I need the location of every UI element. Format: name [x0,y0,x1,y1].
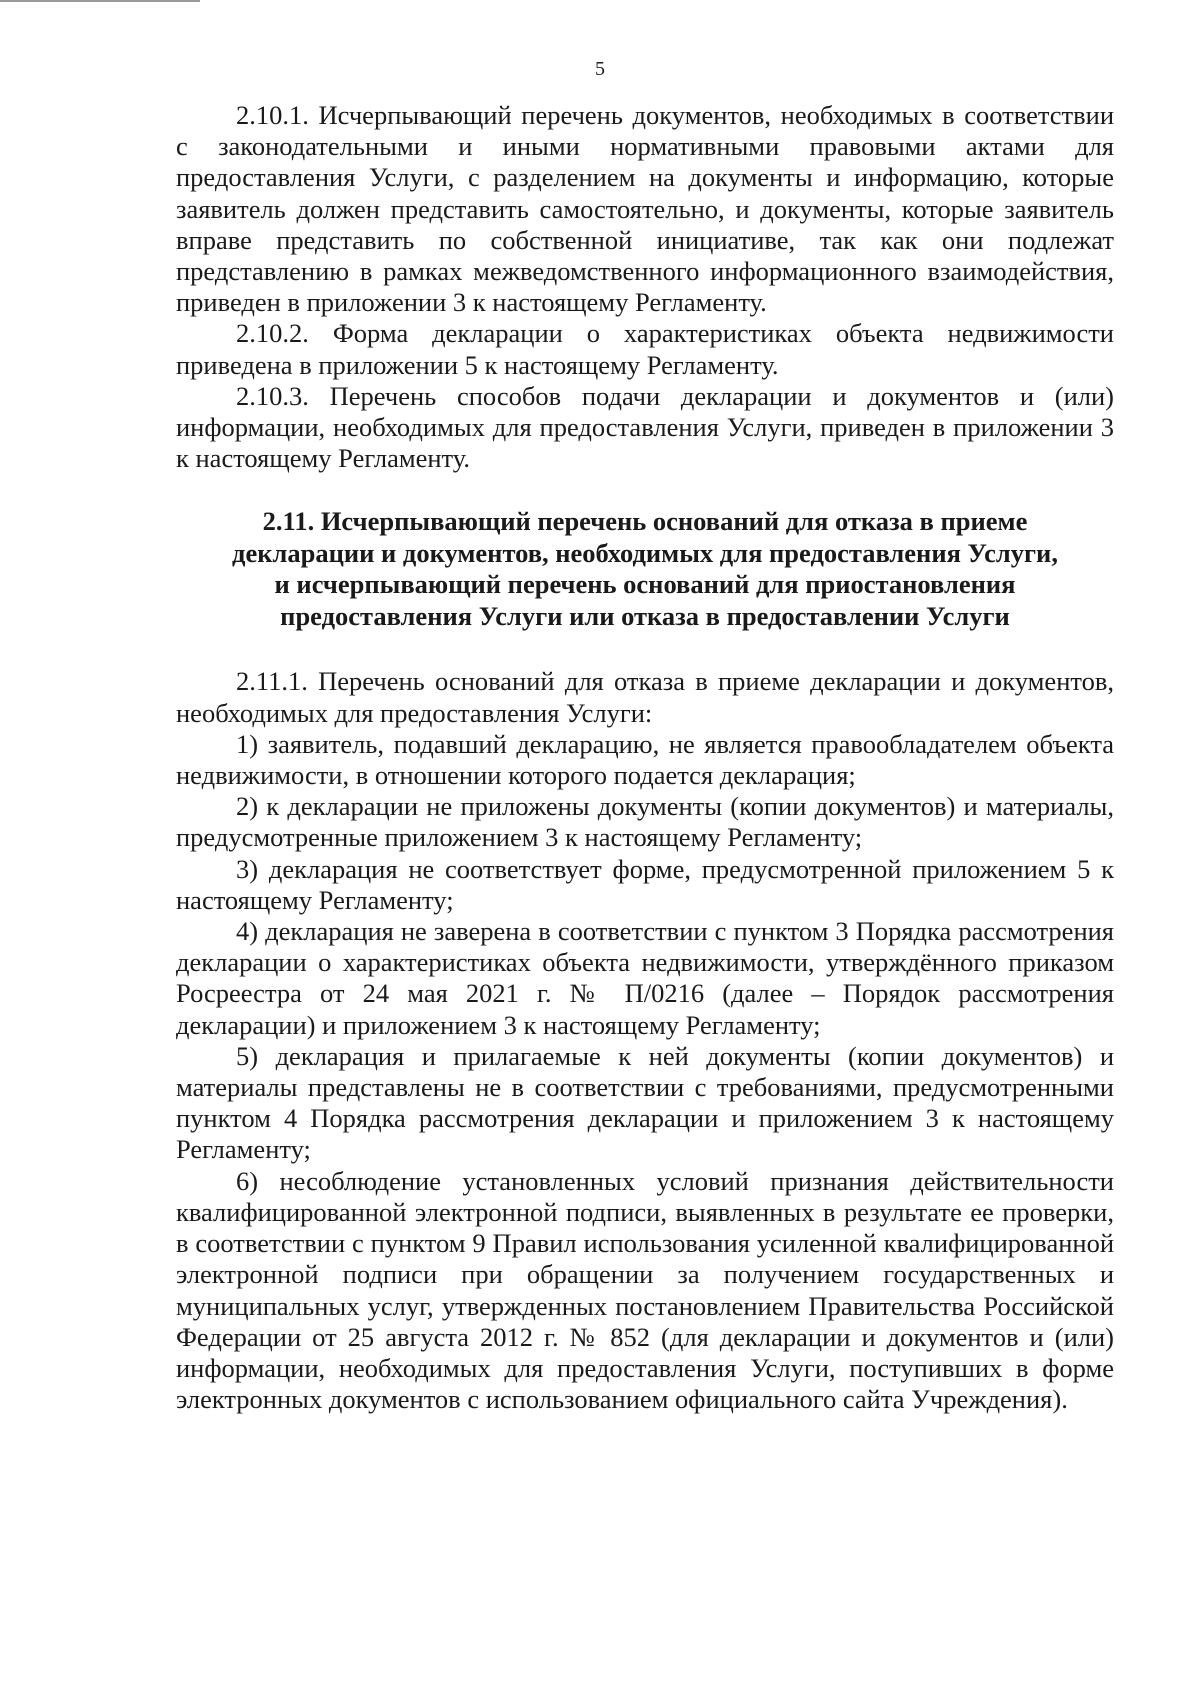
scan-edge-line [0,0,200,2]
page-number: 5 [595,58,605,80]
paragraph-2-10-2: 2.10.2. Форма декларации о характеристиках объекта недвижимости приведена в приложении 5 к настоящему Регламенту. [176,318,1114,380]
list-item-3: 3) декларация не соответствует форме, предусмотренной приложением 5 к настоящему Регламенту; [176,853,1114,915]
section-title-line: декларации и документов, необходимых для предоставления Услуги, [232,537,1058,568]
list-item-1: 1) заявитель, подавший декларацию, не является правообладателем объекта недвижимости, в отношении которого подается декларация; [176,728,1114,791]
paragraph-2-10-3: 2.10.3. Перечень способов подачи декларации и документов и (или) информации, необходимых для предоставления Услуги, приведен в приложении 3 к настоящему Регламенту. [176,380,1114,474]
list-item-4: 4) декларация не заверена в соответствии с пунктом 3 Порядка рассмотрения декларации о характеристиках объекта недвижимости, утверждённого приказом Росреестра от 24 мая 2021 г. № П/0216 (далее – Порядок рассмотрения декларации) и приложением 3 к настоящему Регламенту; [176,916,1114,1040]
paragraph-2-11-1: 2.11.1. Перечень оснований для отказа в приеме декларации и документов, необходимых для предоставления Услуги: [176,666,1114,728]
document-body [176,100,1114,1415]
section-title-line: 2.11. Исчерпывающий перечень оснований для отказа в приеме [262,506,1028,537]
list-item-2: 2) к декларации не приложены документы (копии документов) и материалы, предусмотренные приложением 3 к настоящему Регламенту; [176,791,1114,853]
list-item-6: 6) несоблюдение установленных условий признания действительности квалифицированной электронной подписи, выявленных в результате ее проверки, в соответствии с пунктом 9 Правил использования усиленной квалифицированной электронной подписи при обращении за получением государственных и муниципальных услуг, утвержденных постановлением Правительства Российской Федерации от 25 августа 2012 г. № 852 (для декларации и документов и (или) информации, необходимых для предоставления Услуги, поступивших в форме электронных документов с использованием официального сайта Учреждения). [176,1165,1114,1415]
section-title-line: и исчерпывающий перечень оснований для приостановления [274,569,1016,600]
section-title-line: предоставления Услуги или отказа в предоставлении Услуги [280,600,1010,631]
section-title-2-11 [176,506,1114,632]
list-item-5: 5) декларация и прилагаемые к ней документы (копии документов) и материалы представлены не в соответствии с требованиями, предусмотренными пунктом 4 Порядка рассмотрения декларации и приложением 3 к настоящему Регламенту; [176,1040,1114,1165]
paragraph-2-10-1: 2.10.1. Исчерпывающий перечень документов, необходимых в соответствии с законодательными и иными нормативными правовыми актами для предоставления Услуги, с разделением на документы и информацию, которые заявитель должен представить самостоятельно, и документы, которые заявитель вправе представить по собственной инициативе, так как они подлежат представлению в рамках межведомственного информационного взаимодействия, приведен в приложении 3 к настоящему Регламенту. [176,100,1114,318]
